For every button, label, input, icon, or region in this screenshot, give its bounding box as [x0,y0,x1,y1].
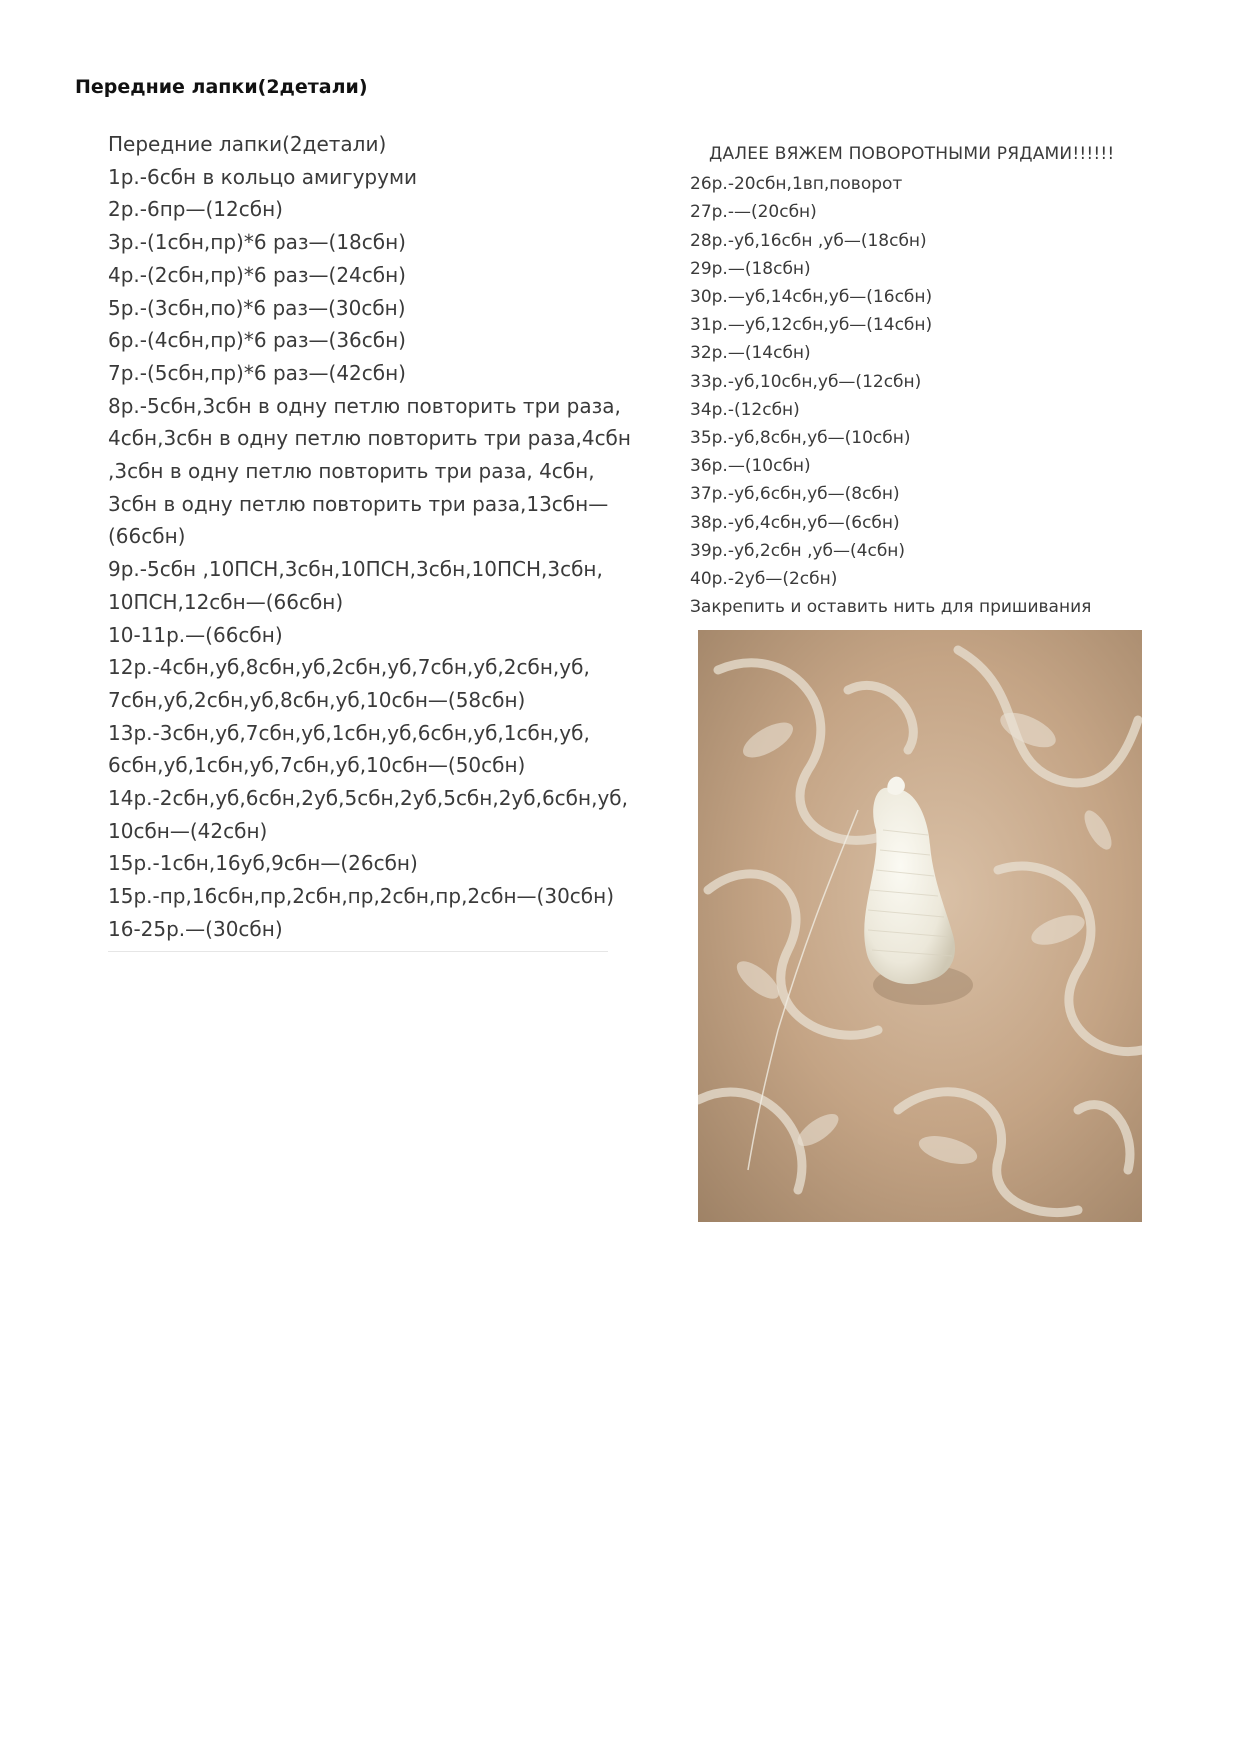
left-line: 14р.-2сбн,уб,6сбн,2уб,5сбн,2уб,5сбн,2уб,6сбн,уб, [108,786,628,811]
left-line: 3сбн в одну петлю повторить три раза,13сбн— [108,491,609,516]
left-line: 4р.-(2сбн,пр)*6 раз—(24сбн) [108,262,406,287]
knitted-paw-photo [698,630,1142,1222]
right-line: 27р.-—(20сбн) [690,202,817,223]
left-line: Передние лапки(2детали) [108,132,387,156]
left-line: 9р.-5сбн ,10ПСН,3сбн,10ПСН,3сбн,10ПСН,3сбн, [108,557,603,582]
right-line: Закрепить и оставить нить для пришивания [690,597,1092,618]
left-line: 6р.-(4сбн,пр)*6 раз—(36сбн) [108,328,406,353]
left-line: 7р.-(5сбн,пр)*6 раз—(42сбн) [108,360,406,385]
left-line: ,3сбн в одну петлю повторить три раза, 4сбн, [108,459,595,484]
divider [108,951,608,952]
right-line: 38р.-уб,4сбн,уб—(6сбн) [690,512,900,533]
right-line: 35р.-уб,8сбн,уб—(10сбн) [690,428,911,449]
page-title: Передние лапки(2детали) [75,76,368,98]
right-line: 28р.-уб,16сбн ,уб—(18сбн) [690,230,927,251]
right-line: 40р.-2уб—(2сбн) [690,569,838,590]
left-line: 7сбн,уб,2сбн,уб,8сбн,уб,10сбн—(58сбн) [108,687,526,712]
right-line: 39р.-уб,2сбн ,уб—(4сбн) [690,540,906,561]
left-line: 8р.-5сбн,3сбн в одну петлю повторить три раза, [108,393,621,418]
right-line: 26р.-20сбн,1вп,поворот [690,174,903,195]
left-line: 16-25р.—(30сбн) [108,916,283,941]
right-line: 37р.-уб,6сбн,уб—(8сбн) [690,484,900,505]
photo-icon [698,630,1142,1222]
pattern-right-column [690,140,1170,621]
right-line: 32р.—(14сбн) [690,343,811,364]
left-line: 10ПСН,12сбн—(66сбн) [108,589,344,614]
left-line: 15р.-1сбн,16уб,9сбн—(26сбн) [108,851,418,876]
right-line: 33р.-уб,10сбн,уб—(12сбн) [690,371,922,392]
right-line: 34р.-(12сбн) [690,399,800,420]
left-line: (66сбн) [108,524,186,549]
section-heading: ДАЛЕЕ ВЯЖЕМ ПОВОРОТНЫМИ РЯДАМИ!!!!!! [709,144,1115,164]
left-line: 10-11р.—(66сбн) [108,622,283,647]
right-line: 29р.—(18сбн) [690,258,811,279]
left-line: 3р.-(1сбн,пр)*6 раз—(18сбн) [108,230,406,255]
left-line: 4сбн,3сбн в одну петлю повторить три раза,4сбн [108,426,631,451]
pattern-left-column [108,128,631,946]
left-line: 2р.-6пр—(12сбн) [108,197,283,222]
left-line: 5р.-(3сбн,по)*6 раз—(30сбн) [108,295,406,320]
right-line: 36р.—(10сбн) [690,456,811,477]
right-line: 30р.—уб,14сбн,уб—(16сбн) [690,287,933,308]
right-line: 31р.—уб,12сбн,уб—(14сбн) [690,315,933,336]
left-line: 12р.-4сбн,уб,8сбн,уб,2сбн,уб,7сбн,уб,2сбн,уб, [108,655,590,680]
left-line: 1р.-6сбн в кольцо амигуруми [108,164,418,189]
left-line: 13р.-3сбн,уб,7сбн,уб,1сбн,уб,6сбн,уб,1сбн,уб, [108,720,590,745]
left-line: 10сбн—(42сбн) [108,818,268,843]
left-line: 6сбн,уб,1сбн,уб,7сбн,уб,10сбн—(50сбн) [108,753,526,778]
left-line: 15р.-пр,16сбн,пр,2сбн,пр,2сбн,пр,2сбн—(30сбн) [108,884,615,909]
